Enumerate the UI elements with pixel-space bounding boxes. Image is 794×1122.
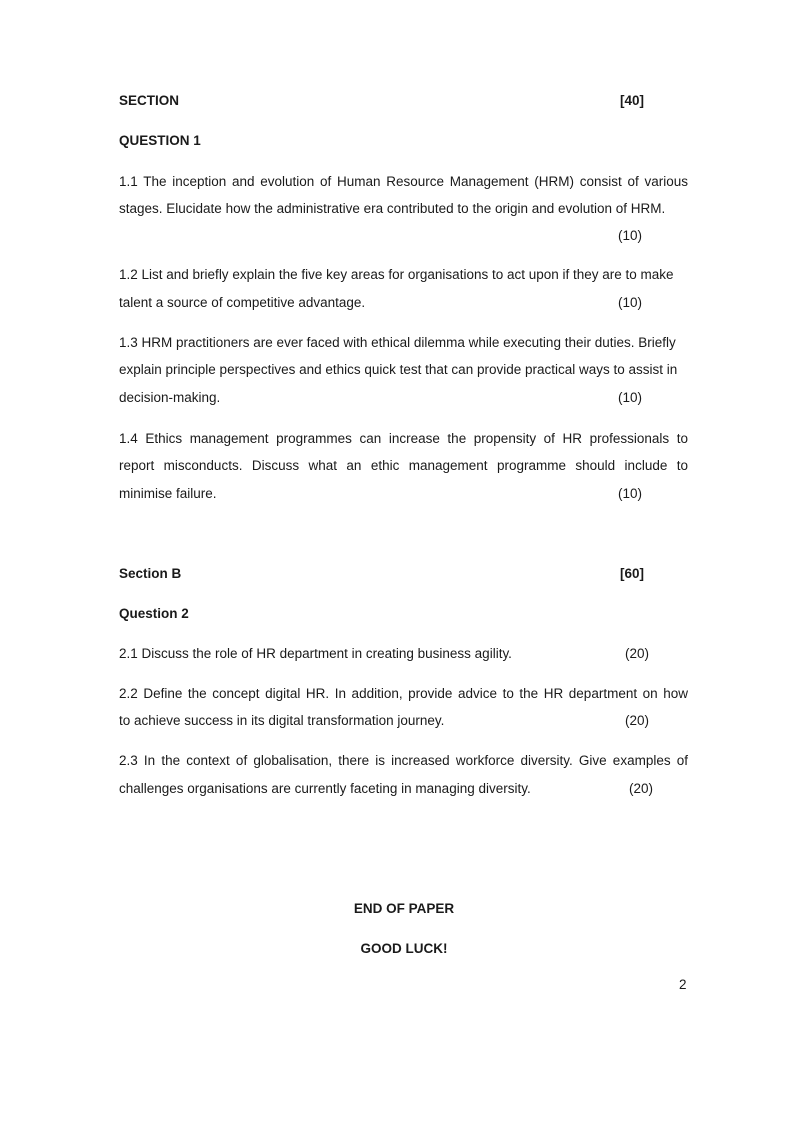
q1-3-line2: explain principle perspectives and ethics quick test that can provide practical ways to assist in [119,362,678,377]
q1-4-line1: 1.4 Ethics management programmes can increase the propensity of HR professionals to [119,431,688,446]
q1-2-marks: (10) [618,295,643,310]
question-2-label: Question 2 [119,606,189,621]
q2-3-line1: 2.3 In the context of globalisation, there is increased workforce diversity. Give examples of [119,753,688,768]
q1-4-marks: (10) [618,486,643,501]
q1-4-line3: minimise failure. [119,486,217,501]
q1-3-marks: (10) [618,390,643,405]
q1-2-line1: 1.2 List and briefly explain the five key areas for organisations to act upon if they are to make [119,267,674,282]
q1-2-line2: talent a source of competitive advantage. [119,295,366,310]
q2-1-line1: 2.1 Discuss the role of HR department in creating business agility. [119,646,512,661]
page-number: 2 [679,977,687,992]
q1-1-marks: (10) [618,228,643,243]
q1-1-line2: stages. Elucidate how the administrative era contributed to the origin and evolution of HRM. [119,201,666,216]
section-b-title: Section B [119,566,182,581]
q1-3-line1: 1.3 HRM practitioners are ever faced with ethical dilemma while executing their duties. Briefly [119,335,676,350]
section-a-title: SECTION [119,93,180,108]
question-1-label: QUESTION 1 [119,133,201,148]
q2-2-line1: 2.2 Define the concept digital HR. In addition, provide advice to the HR department on how [119,686,688,701]
section-b-marks: [60] [620,566,645,581]
q2-2-line2: to achieve success in its digital transformation journey. [119,713,445,728]
q1-4-line2: report misconducts. Discuss what an ethic management programme should include to [119,458,688,473]
q1-3-line3: decision-making. [119,390,221,405]
q2-1-marks: (20) [625,646,650,661]
good-luck: GOOD LUCK! [360,941,448,956]
end-of-paper: END OF PAPER [353,901,455,916]
section-a-marks: [40] [620,93,645,108]
q2-3-line2: challenges organisations are currently faceting in managing diversity. [119,781,531,796]
q2-3-marks: (20) [629,781,654,796]
q2-2-marks: (20) [625,713,650,728]
q1-1-line1: 1.1 The inception and evolution of Human Resource Management (HRM) consist of various [119,174,688,189]
